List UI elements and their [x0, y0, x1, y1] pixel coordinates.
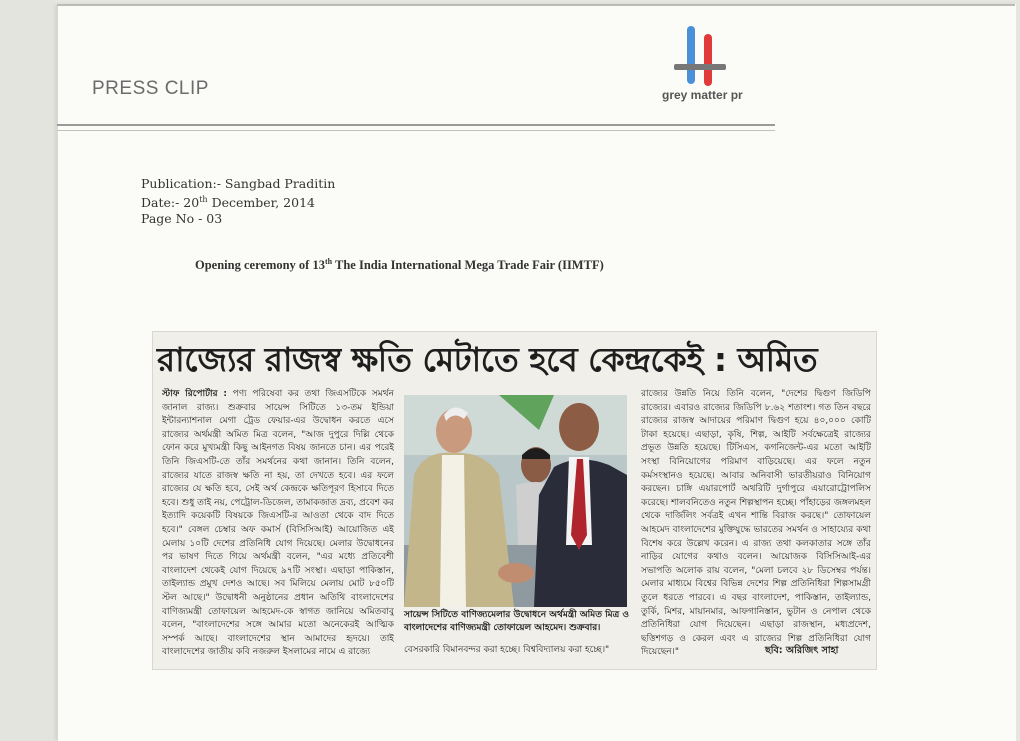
top-rule [57, 4, 1015, 6]
left-page-edge [0, 0, 55, 741]
left-column-text: পণ্য পরিষেবা কর তথা জিএসটিকে সমর্থন জানাল রাজ্য। শুক্রবার সায়েন্স সিটিতে ১৩-তম ইন্ডিয়া ইন্টারন্যাশনাল মেগা ট্রেড ফেয়ার-এর উদ্বোধন করতে এসে রাজ্যের অর্থমন্ত্রী অমিত মিত্র বলেন, "আজ দুপুরে দিল্লি থেকে ফোন করে মুখ্যমন্ত্রী কিছু আইনগত বিষয় জানতে চান। এর পরেই তিনি জিএসটি-তে তাঁর সমর্থনের কথা জানান। তিনি বলেন, রাজ্যের যাতে রাজস্ব ক্ষতি না হয়, তা দেখতে হবে। এর ফলে রাজ্যের যে ক্ষতি হবে, সেই অর্থ কেন্দ্রকে ক্ষতিপূরণ হিসাবে দিতে হবে। শুধু তাই নয়, পেট্রোল-ডিজেল, তামাকজাত দ্রব্য, প্রবেশ কর ইত্যাদি কয়েকটি বিষয়কে জিএসটি-র আওতা থেকে বাদ দিতে হবে।" বেঙ্গল চেম্বার অফ কমার্স (বিসিসিআই) আয়োজিত এই মেলায় ১০টি দেশের প্রতিনিধি যোগ দিয়েছে। মেলার উদ্বোধনের পর ভাষণ দিতে গিয়ে অর্থমন্ত্রী বলেন, "এর মধ্যে প্রতিবেশী বাংলাদেশ থেকেই যোগ দিয়েছে ৯৭টি সংস্থা। এছাড়া পাকিস্তান, তাইল্যান্ড প্রমুখ দেশও আছে। সব মিলিয়ে মেলায় মোট ৮৫০টি স্টল আছে।" উদ্বোধনী অনুষ্ঠানের প্রধান অতিথি বাংলাদেশের বাণিজ্যমন্ত্রী তোফায়েল আহমেদ-কে স্বাগত জানিয়ে অমিতবাবু বলেন, "বাংলাদেশের সঙ্গে আমার মতো অনেকেরই আত্মিক সম্পর্ক আছে। বাংলাদেশের স্থান আমাদের হৃদয়ে। তাই বাংলাদেশের জাতীয় কবি নজরুল ইসলামের নামে এ রাজ্যে [162, 389, 394, 658]
event-photo [404, 395, 627, 607]
middle-column-tail: বেসরকারি বিমানবন্দর করা হচ্ছে। বিশ্ববিদ্যালয় করা হচ্ছে।" [404, 645, 610, 655]
event-caption: Opening ceremony of 13th The India International Mega Trade Fair (IIMTF) [195, 257, 604, 273]
header-divider-thin [57, 130, 775, 131]
photo-caption: সায়েন্স সিটিতে বাণিজ্যমেলার উদ্বোধনে অর্থমন্ত্রী অমিত মিত্র ও বাংলাদেশের বাণিজ্যমন্ত্রী তোফায়েল আহমেদ। শুক্রবার। [404, 610, 630, 633]
byline: স্টাফ রিপোর্টার : [162, 389, 228, 399]
article-column-right: রাজ্যের উন্নতি নিয়ে তিনি বলেন, "দেশের দ্বিগুণ জিডিপি রাজ্যের। এবারও রাজ্যের জিডিপি ৮.৬২ শতাংশ। গত তিন বছরে রাজ্যের রাজস্ব আদায়ের পরিমাণ দ্বিগুণ হয়ে ৪০,০০০ কোটি টাকা হয়েছে। এছাড়া, কৃষি, শিল্প, আইটি সর্বক্ষেত্রেই রাজ্যের প্রভূত উন্নতি হয়েছে। টিসিএস, কগনিজেন্ট-এর মতো আইটি সংস্থা বিনিয়োগের পরিমাণ বাড়িয়েছে। এর ফলে নতুন কর্মসংস্থানও হয়েছে। আবার অনিবাসী ভারতীয়রাও বিনিয়োগ করছেন। চাঙ্গি এয়ারপোর্ট অথরিটি দুর্গাপুরে এয়ারোট্রোপলিস করেছে। শালবনিতেও নতুন শিল্পস্থাপন হচ্ছে। পাঁহাড়ের জঙ্গলমহল থেকে দার্জিলিং সর্বত্রই এখন শান্তি বিরাজ করছে।" তোফায়েল আহমেদ বাংলাদেশের মুক্তিযুদ্ধে ভারতের সমর্থন ও সাহায্যের কথা বিশেষ করে উল্লেখ করেন। এ রাজ্য তথা কলকাতার সঙ্গে তাঁর নাড়ির যোগের কথাও বলেন। আয়োজক বিসিসিআই-এর সভাপতি অলোক রায় বলেন, "মেলা চলবে ২৮ ডিসেম্বর পর্যন্ত। মেলার মাধ্যমে বিশ্বের বিভিন্ন দেশের শিল্প প্রতিনিধিরা শিল্পসামগ্রী তুলে ধরতে পারবে। এ বছর বাংলাদেশ, পাকিস্তান, তাইল্যান্ড, তুর্কি, মিশর, মায়ানমার, আফগানিস্তান, ভুটান ও নেপাল থেকে প্রতিনিধিরা যোগ দিয়েছেন। এছাড়া রাজস্থান, মধ্যপ্রদেশ, ছত্তিশগড় ও কেরল এবং এ রাজ্যের শিল্প প্রতিনিধিরা যোগ দিয়েছেন।" [641, 389, 871, 658]
page-number-line: Page No - 03 [141, 211, 223, 227]
logo-text: grey matter pr [662, 88, 743, 102]
clipping-headline: রাজ্যের রাজস্ব ক্ষতি মেটাতে হবে কেন্দ্রকেই : অমিত [157, 340, 818, 379]
newspaper-clipping [152, 331, 877, 670]
article-column-left [162, 388, 394, 664]
date-line: Date:- 20th December, 2014 [141, 195, 315, 211]
header-divider [57, 124, 775, 126]
publication-meta [141, 176, 335, 227]
photo-credit: ছবি: অরিজিৎ সাহা [765, 645, 839, 656]
publication-line: Publication:- Sangbad Praditin [141, 176, 336, 191]
press-clip-label: PRESS CLIP [92, 78, 209, 99]
